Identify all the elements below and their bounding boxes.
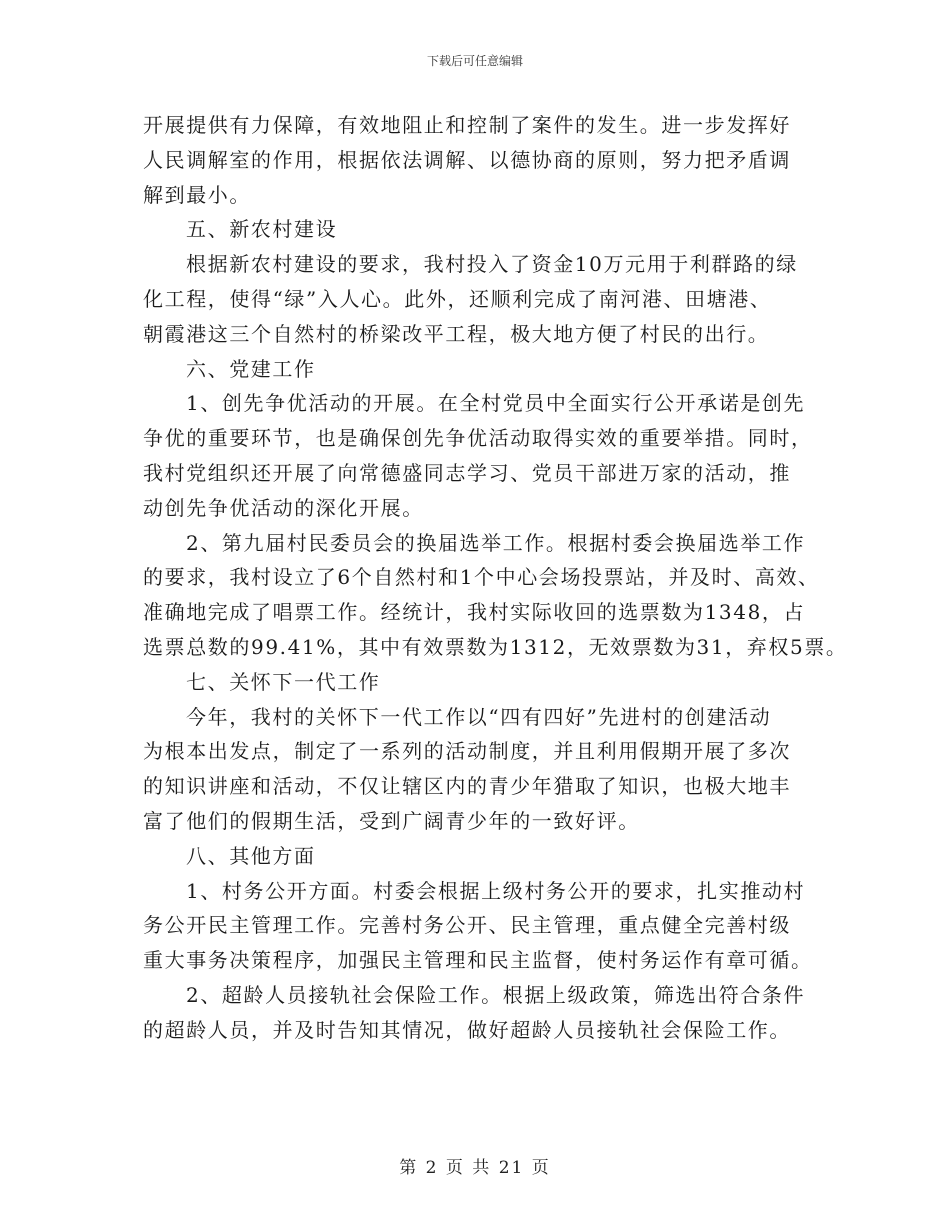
text-line: 2、第九届村民委员会的换届选举工作。根据村委会换届选举工作: [186, 530, 806, 555]
text-line: 的要求，我村设立了6个自然村和1个中心会场投票站，并及时、高效、: [143, 565, 820, 590]
text-line: 今年，我村的关怀下一代工作以“四有四好”先进村的创建活动: [186, 704, 772, 729]
text-line: 的知识讲座和活动，不仅让辖区内的青少年猎取了知识，也极大地丰: [143, 774, 791, 799]
text-line: 为根本出发点，制定了一系列的活动制度，并且利用假期开展了多次: [143, 739, 791, 764]
text-line: 1、村务公开方面。村委会根据上级村务公开的要求，扎实推动村: [186, 878, 806, 903]
text-line: 重大事务决策程序，加强民主管理和民主监督，使村务运作有章可循。: [143, 948, 813, 973]
text-line: 的超龄人员，并及时告知其情况，做好超龄人员接轨社会保险工作。: [143, 1017, 791, 1042]
page-header: 下载后可任意编辑: [426, 54, 523, 68]
text-line: 人民调解室的作用，根据依法调解、以德协商的原则，努力把矛盾调: [143, 147, 791, 172]
text-line: 选票总数的99.41%，其中有效票数为1312，无效票数为31，弃权5票。: [143, 634, 848, 659]
text-line: 开展提供有力保障，有效地阻止和控制了案件的发生。进一步发挥好: [143, 113, 791, 137]
text-line: 根据新农村建设的要求，我村投入了资金10万元用于利群路的绿: [186, 252, 798, 277]
text-line: 准确地完成了唱票工作。经统计，我村实际收回的选票数为1348，占: [143, 600, 806, 625]
text-line: 朝霞港这三个自然村的桥梁改平工程，极大地方便了村民的出行。: [143, 321, 770, 346]
text-line: 争优的重要环节，也是确保创先争优活动取得实效的重要举措。同时，: [143, 426, 813, 451]
page-footer: 第 2 页 共 21 页: [399, 1158, 551, 1178]
text-line: 解到最小。: [143, 182, 251, 207]
document-body: [143, 108, 848, 1048]
text-line: 我村党组织还开展了向常德盛同志学习、党员干部进万家的活动，推: [143, 460, 791, 485]
text-line: 务公开民主管理工作。完善村务公开、民主管理，重点健全完善村级: [143, 913, 791, 938]
text-line: 动创先争优活动的深化开展。: [143, 495, 424, 520]
text-line: 七、关怀下一代工作: [186, 669, 381, 694]
text-line: 1、创先争优活动的开展。在全村党员中全面实行公开承诺是创先: [186, 391, 806, 416]
text-line: 富了他们的假期生活，受到广阔青少年的一致好评。: [143, 808, 640, 833]
text-line: 五、新农村建设: [186, 217, 338, 242]
text-line: 化工程，使得“绿”入人心。此外，还顺利完成了南河港、田塘港、: [143, 286, 772, 311]
text-line: 2、超龄人员接轨社会保险工作。根据上级政策，筛选出符合条件: [186, 982, 806, 1007]
text-line: 八、其他方面: [186, 843, 316, 868]
text-line: 六、党建工作: [186, 356, 316, 381]
